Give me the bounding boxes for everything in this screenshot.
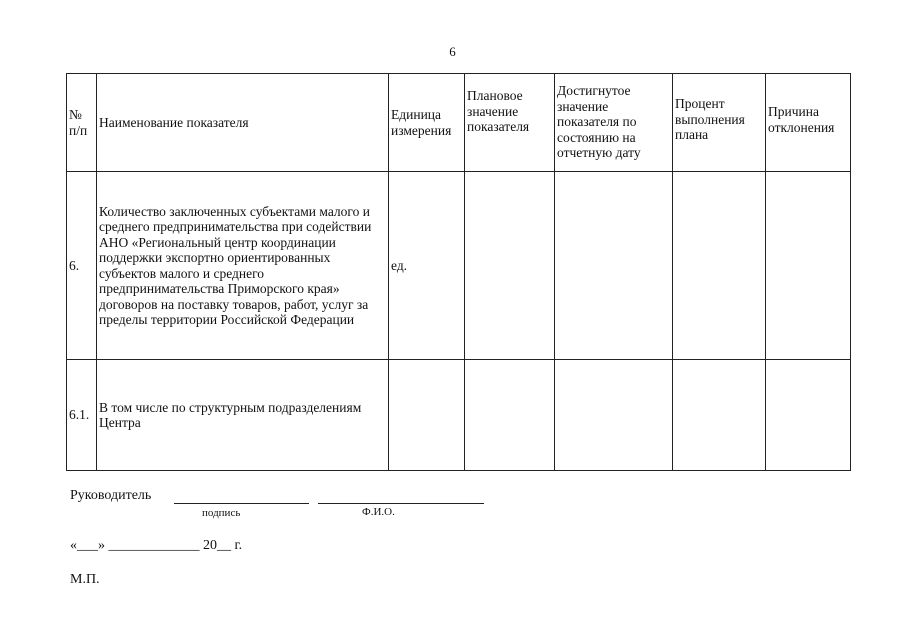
row-reason-cell[interactable] xyxy=(766,172,851,360)
row-num: 6. xyxy=(67,172,97,360)
full-name-line[interactable] xyxy=(318,503,484,504)
table-row xyxy=(67,172,851,360)
head-label: Руководитель xyxy=(70,488,152,503)
row-num: 6.1. xyxy=(67,360,97,471)
row-achieved-cell[interactable] xyxy=(555,360,673,471)
row-unit: ед. xyxy=(389,172,465,360)
header-percent: Процент выполнения плана xyxy=(673,74,766,172)
table-header-row xyxy=(67,74,851,172)
signature-line[interactable] xyxy=(174,503,309,504)
table-row xyxy=(67,360,851,471)
header-unit: Единица измерения xyxy=(389,74,465,172)
header-reason: Причина отклонения xyxy=(766,74,851,172)
row-unit-cell[interactable] xyxy=(389,360,465,471)
row-plan-cell[interactable] xyxy=(465,360,555,471)
row-percent-cell[interactable] xyxy=(673,360,766,471)
row-name: Количество заключенных субъектами малого и среднего предпринимательства при содействии АНО «Региональный центр координации поддержки экспортно ориентированных субъектов малого и среднего предпринимательства Приморского края» договоров на поставку товаров, работ, услуг за пределы территории Российской Федерации xyxy=(97,172,389,360)
header-plan: Плановое значение показателя xyxy=(465,74,555,172)
indicator-table xyxy=(66,73,851,471)
full-name-caption: Ф.И.О. xyxy=(362,506,395,518)
header-name: Наименование показателя xyxy=(97,74,389,172)
header-achieved: Достигнутое значение показателя по состоянию на отчетную дату xyxy=(555,74,673,172)
row-achieved-cell[interactable] xyxy=(555,172,673,360)
row-reason-cell[interactable] xyxy=(766,360,851,471)
page-number: 6 xyxy=(449,44,456,59)
row-name: В том числе по структурным подразделениям Центра xyxy=(97,360,389,471)
header-num: № п/п xyxy=(67,74,97,172)
row-plan-cell[interactable] xyxy=(465,172,555,360)
date-line[interactable]: «___» _____________ 20__ г. xyxy=(70,538,243,553)
signature-caption: подпись xyxy=(202,507,241,519)
row-percent-cell[interactable] xyxy=(673,172,766,360)
stamp-label: М.П. xyxy=(70,572,100,587)
